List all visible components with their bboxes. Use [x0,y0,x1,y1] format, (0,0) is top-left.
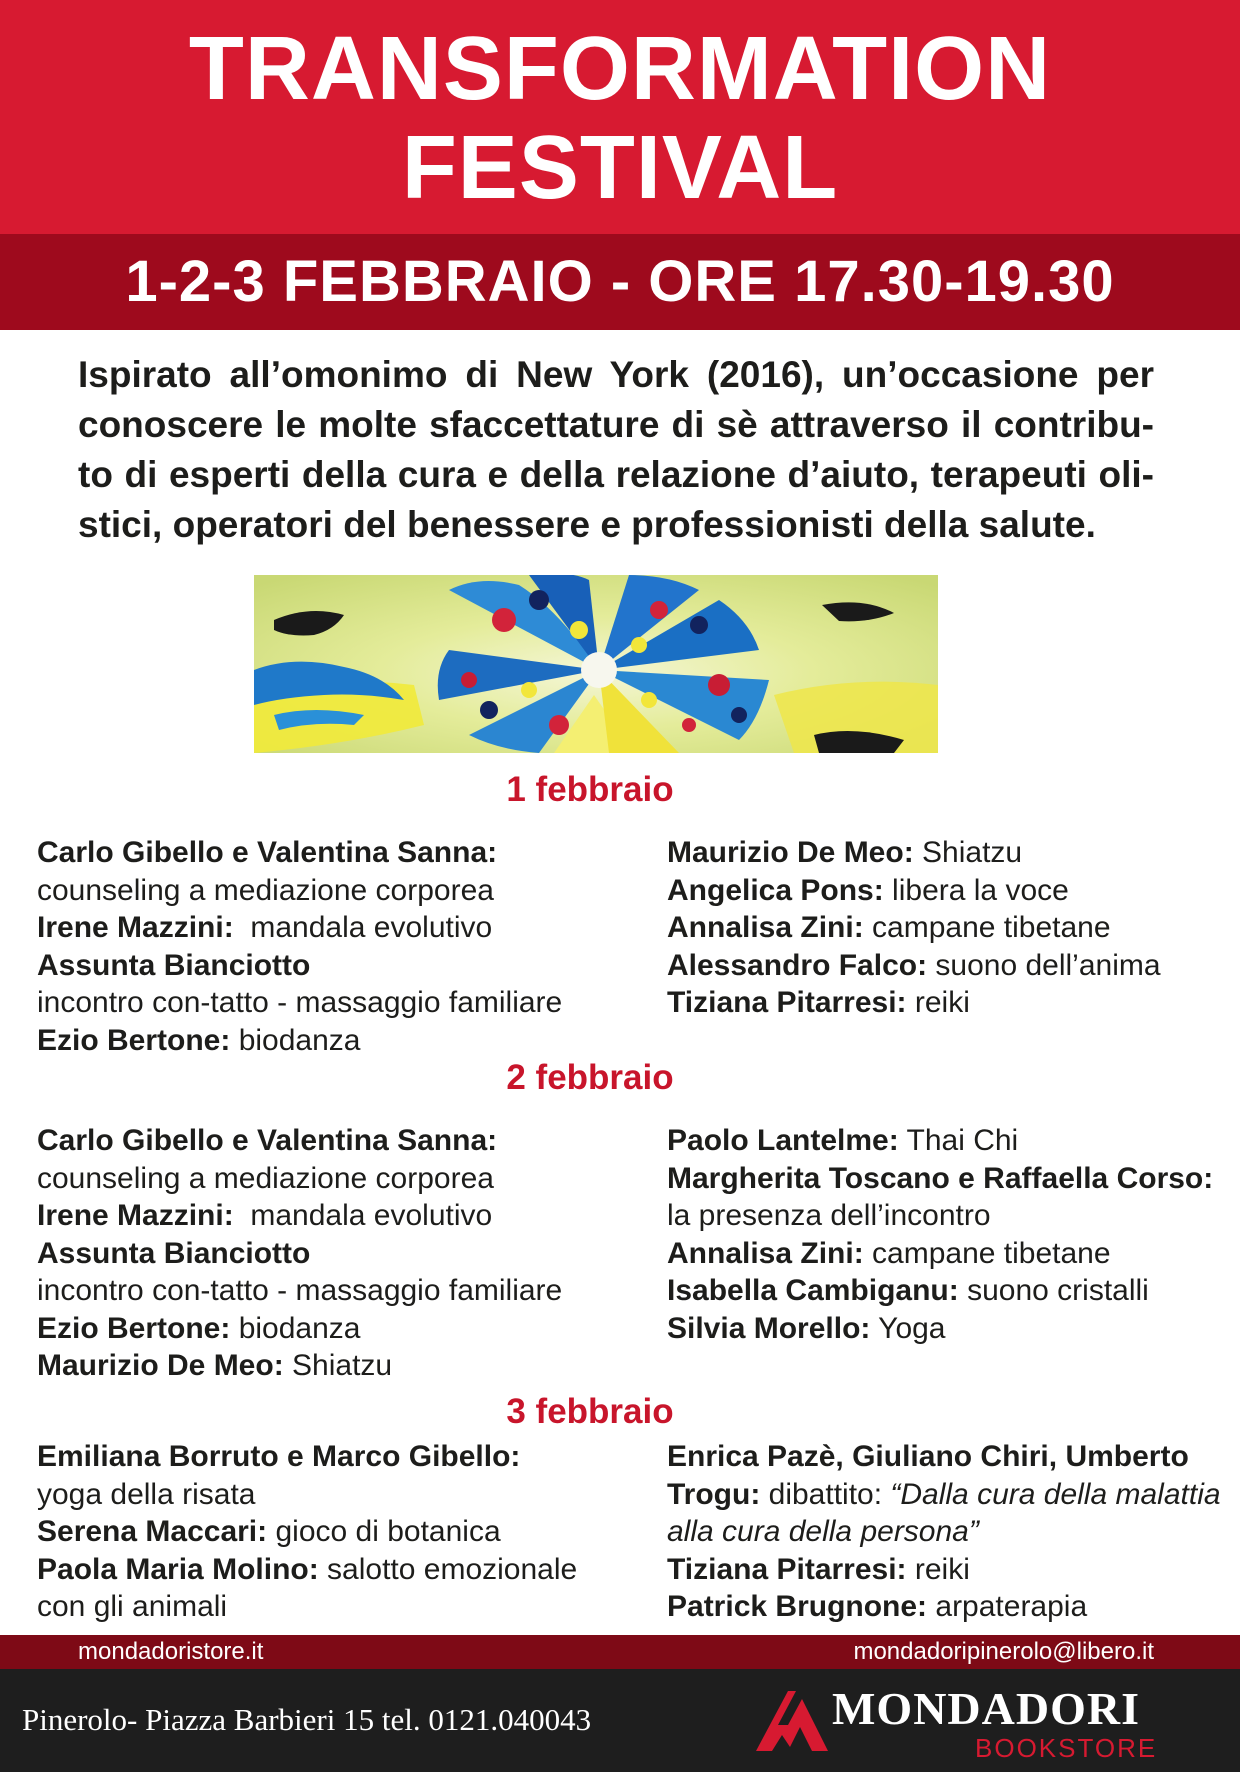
presenter-name: Paola Maria Molino: [37,1552,319,1586]
presenter-name: Isabella Cambiganu: [667,1274,959,1307]
presenter-name: Annalisa Zini: [667,1236,864,1270]
day-heading-2: 2 febbraio [506,1058,674,1097]
presenter-name: Silvia Morello: [667,1311,871,1345]
program-line [37,1160,562,1198]
program-line [667,1438,1221,1476]
program-line [667,1588,1221,1626]
intro-paragraph [78,350,1154,550]
activity-text: suono dell’anima [927,948,1161,982]
mondadori-logo-icon [752,1685,832,1755]
program-line [667,872,1161,910]
program-line [37,1022,562,1060]
program-line [667,1513,1221,1551]
program-line [37,1197,562,1235]
program-line [667,984,1161,1022]
program-line [37,947,562,985]
activity-text: arpaterapia [927,1590,1088,1623]
activity-text: Shiatzu [913,836,1023,869]
activity-text: counseling a mediazione corporea [37,1161,494,1195]
activity-text: incontro con-tatto - massaggio familiare [37,1274,563,1307]
activity-text: la presenza dell’incontro [667,1199,991,1232]
intro-line: Ispirato all’omonimo di New York (2016), un’occasione per [78,354,1154,395]
day3-left-column [37,1438,577,1626]
program-line [37,1347,562,1385]
activity-text: con gli animali [37,1590,228,1623]
program-line [667,947,1161,985]
program-line [667,1551,1221,1589]
presenter-name: Ezio Bertone: [37,1023,231,1057]
presenter-name: Emiliana Borruto e Marco Gibello: [37,1440,521,1473]
program-line [37,1513,577,1551]
activity-text: counseling a mediazione corporea [37,873,494,907]
day1-right-column [667,834,1161,1022]
program-line [667,1122,1213,1160]
program-line [37,1476,577,1514]
presenter-name: Serena Maccari: [37,1515,268,1548]
activity-quote: “Dalla cura della malattia [890,1477,1221,1511]
day2-right-column [667,1122,1213,1347]
activity-text: incontro con-tatto - massaggio familiare [37,986,563,1019]
presenter-name: Ezio Bertone: [37,1311,231,1345]
day-heading-3: 3 febbraio [506,1392,674,1431]
program-line [667,1310,1213,1348]
program-line [37,1438,577,1476]
activity-text: reiki [906,1552,970,1586]
activity-text: biodanza [230,1023,361,1057]
presenter-name: Irene Mazzini: [37,1199,234,1232]
footer-bar [0,1669,1240,1772]
website-link[interactable]: mondadoristore.it [78,1638,264,1665]
presenter-name: Tiziana Pitarresi: [667,1552,907,1586]
presenter-name: Patrick Brugnone: [667,1590,928,1623]
festival-artwork-image [254,575,938,753]
activity-text: salotto emozionale [318,1552,578,1586]
program-line [667,834,1161,872]
activity-text: dibattito: [760,1477,891,1511]
program-line [37,1272,562,1310]
activity-quote: alla cura della persona” [667,1515,979,1548]
festival-title-line1: TRANSFORMATION [188,19,1052,119]
presenter-name: Trogu: [667,1477,761,1511]
presenter-name: Maurizio De Meo: [37,1349,284,1382]
program-line [37,1122,562,1160]
presenter-name: Carlo Gibello e Valentina Sanna: [37,836,498,869]
presenter-name: Irene Mazzini: [37,911,234,944]
program-line [667,909,1161,947]
email-link[interactable]: mondadoripinerolo@libero.it [853,1638,1154,1665]
activity-text: mandala evolutivo [233,1199,493,1232]
presenter-name: Assunta Bianciotto [37,1236,311,1270]
program-line [37,984,562,1022]
presenter-name: Annalisa Zini: [667,911,864,944]
program-line [667,1272,1213,1310]
program-line [37,1588,577,1626]
day2-left-column [37,1122,562,1385]
activity-text: reiki [906,986,970,1019]
presenter-name: Margherita Toscano e Raffaella Corso: [667,1161,1214,1195]
activity-text: gioco di botanica [267,1515,501,1548]
activity-text: suono cristalli [958,1274,1149,1307]
activity-text: mandala evolutivo [233,911,493,944]
program-line [37,909,562,947]
presenter-name: Enrica Pazè, Giuliano Chiri, Umberto [667,1440,1189,1473]
presenter-name: Maurizio De Meo: [667,836,914,869]
program-line [37,1551,577,1589]
activity-text: Shiatzu [283,1349,393,1382]
festival-title-line2: FESTIVAL [401,118,839,218]
activity-text: Yoga [870,1311,946,1345]
program-line [37,1310,562,1348]
program-line [37,1235,562,1273]
program-line [667,1197,1213,1235]
day3-right-column [667,1438,1221,1626]
program-line [667,1235,1213,1273]
brand-subtitle: BOOKSTORE [975,1733,1158,1763]
intro-line: to di esperti della cura e della relazione d’aiuto, terapeuti oli- [78,454,1154,495]
day-heading-1: 1 febbraio [506,770,674,809]
program-line [37,872,562,910]
intro-line: stici, operatori del benessere e professionisti della salute. [78,504,1096,545]
presenter-name: Carlo Gibello e Valentina Sanna: [37,1124,498,1157]
program-line [667,1160,1213,1198]
presenter-name: Alessandro Falco: [667,948,928,982]
intro-line: conoscere le molte sfaccettature di sè attraverso il contribu- [78,404,1154,445]
store-address: Pinerolo- Piazza Barbieri 15 tel. 0121.040043 [22,1702,592,1737]
footer-contact-strip [0,1635,1240,1669]
activity-text: campane tibetane [863,911,1111,944]
event-dates: 1-2-3 FEBBRAIO - ORE 17.30-19.30 [125,249,1115,314]
presenter-name: Paolo Lantelme: [667,1124,899,1157]
presenter-name: Assunta Bianciotto [37,948,311,982]
date-band [0,234,1240,330]
presenter-name: Tiziana Pitarresi: [667,986,907,1019]
activity-text: Thai Chi [898,1124,1019,1157]
activity-text: yoga della risata [37,1477,256,1511]
program-line [37,834,562,872]
presenter-name: Angelica Pons: [667,873,884,907]
brand-name: MONDADORI [832,1683,1140,1734]
activity-text: campane tibetane [863,1236,1111,1270]
day1-left-column [37,834,562,1059]
activity-text: biodanza [230,1311,361,1345]
program-line [667,1476,1221,1514]
activity-text: libera la voce [883,873,1069,907]
header-banner [0,0,1240,234]
artwork-painting [254,575,938,753]
